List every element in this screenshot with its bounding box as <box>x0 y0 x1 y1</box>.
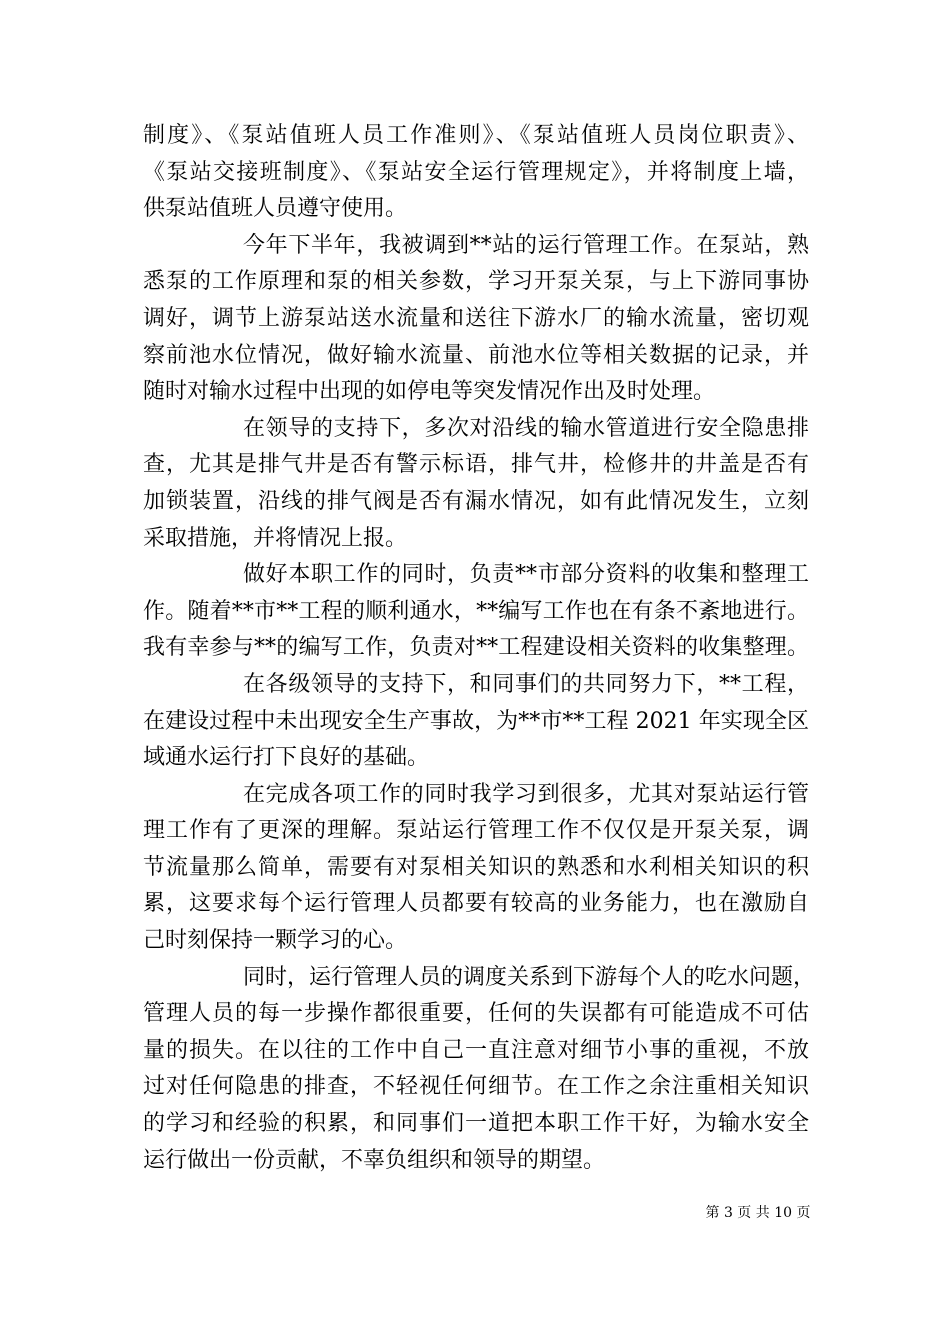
text-line: 调好，调节上游泵站送水流量和送往下游水厂的输水流量，密切观 <box>143 305 809 331</box>
text-line: 己时刻保持一颗学习的心。 <box>143 928 408 954</box>
paragraph <box>143 557 809 667</box>
text-line: 在建设过程中未出现安全生产事故，为**市**工程 2021 年实现全区 <box>143 708 809 734</box>
document-body <box>143 118 816 1179</box>
text-line: 我有幸参与**的编写工作，负责对**工程建设相关资料的收集整理。 <box>143 635 809 661</box>
text-line: 采取措施，并将情况上报。 <box>143 525 408 551</box>
paragraph <box>143 118 809 228</box>
paragraph <box>143 411 809 557</box>
text-line: 供泵站值班人员遵守使用。 <box>143 196 408 222</box>
text-line: 域通水运行打下良好的基础。 <box>143 745 430 771</box>
text-line: 做好本职工作的同时，负责**市部分资料的收集和整理工 <box>243 562 809 588</box>
text-line: 过对任何隐患的排查，不轻视任何细节。在工作之余注重相关知识 <box>143 1074 809 1100</box>
page-footer <box>0 1204 950 1222</box>
paragraph <box>143 777 809 960</box>
text-line: 管理人员的每一步操作都很重要，任何的失误都有可能造成不可估 <box>143 1001 809 1027</box>
text-line: 制度》、《泵站值班人员工作准则》、《泵站值班人员岗位职责》、 <box>143 123 809 148</box>
paragraph <box>143 667 809 777</box>
text-line: 在完成各项工作的同时我学习到很多，尤其对泵站运行管 <box>243 781 809 807</box>
text-line: 量的损失。在以往的工作中自己一直注意对细节小事的重视，不放 <box>143 1037 809 1063</box>
text-line: 在领导的支持下，多次对沿线的输水管道进行安全隐患排 <box>243 415 809 441</box>
text-line: 察前池水位情况，做好输水流量、前池水位等相关数据的记录，并 <box>143 342 809 368</box>
text-line: 作。随着**市**工程的顺利通水，**编写工作也在有条不紊地进行。 <box>143 598 809 624</box>
text-line: 累，这要求每个运行管理人员都要有较高的业务能力，也在激励自 <box>143 891 809 917</box>
text-line: 今年下半年，我被调到**站的运行管理工作。在泵站，熟 <box>243 232 809 258</box>
text-line: 查，尤其是排气井是否有警示标语，排气井，检修井的井盖是否有 <box>143 452 809 478</box>
paragraph <box>143 960 816 1180</box>
page-number: 第 3 页 共 10 页 <box>705 1205 811 1221</box>
text-line: 在各级领导的支持下，和同事们的共同努力下，**工程， <box>243 671 809 697</box>
text-line: 节流量那么简单，需要有对泵相关知识的熟悉和水利相关知识的积 <box>143 854 809 880</box>
text-line: 理工作有了更深的理解。泵站运行管理工作不仅仅是开泵关泵，调 <box>143 818 809 844</box>
paragraph <box>143 228 809 411</box>
text-line: 悉泵的工作原理和泵的相关参数，学习开泵关泵，与上下游同事协 <box>143 269 809 295</box>
text-line: 同时，运行管理人员的调度关系到下游每个人的吃水问题， <box>243 964 816 990</box>
text-line: 随时对输水过程中出现的如停电等突发情况作出及时处理。 <box>143 379 716 405</box>
text-line: 的学习和经验的积累，和同事们一道把本职工作干好，为输水安全 <box>143 1111 809 1137</box>
text-line: 加锁装置，沿线的排气阀是否有漏水情况，如有此情况发生，立刻 <box>143 488 809 514</box>
text-line: 《泵站交接班制度》、《泵站安全运行管理规定》，并将制度上墙， <box>143 159 809 185</box>
text-line: 运行做出一份贡献，不辜负组织和领导的期望。 <box>143 1147 606 1173</box>
